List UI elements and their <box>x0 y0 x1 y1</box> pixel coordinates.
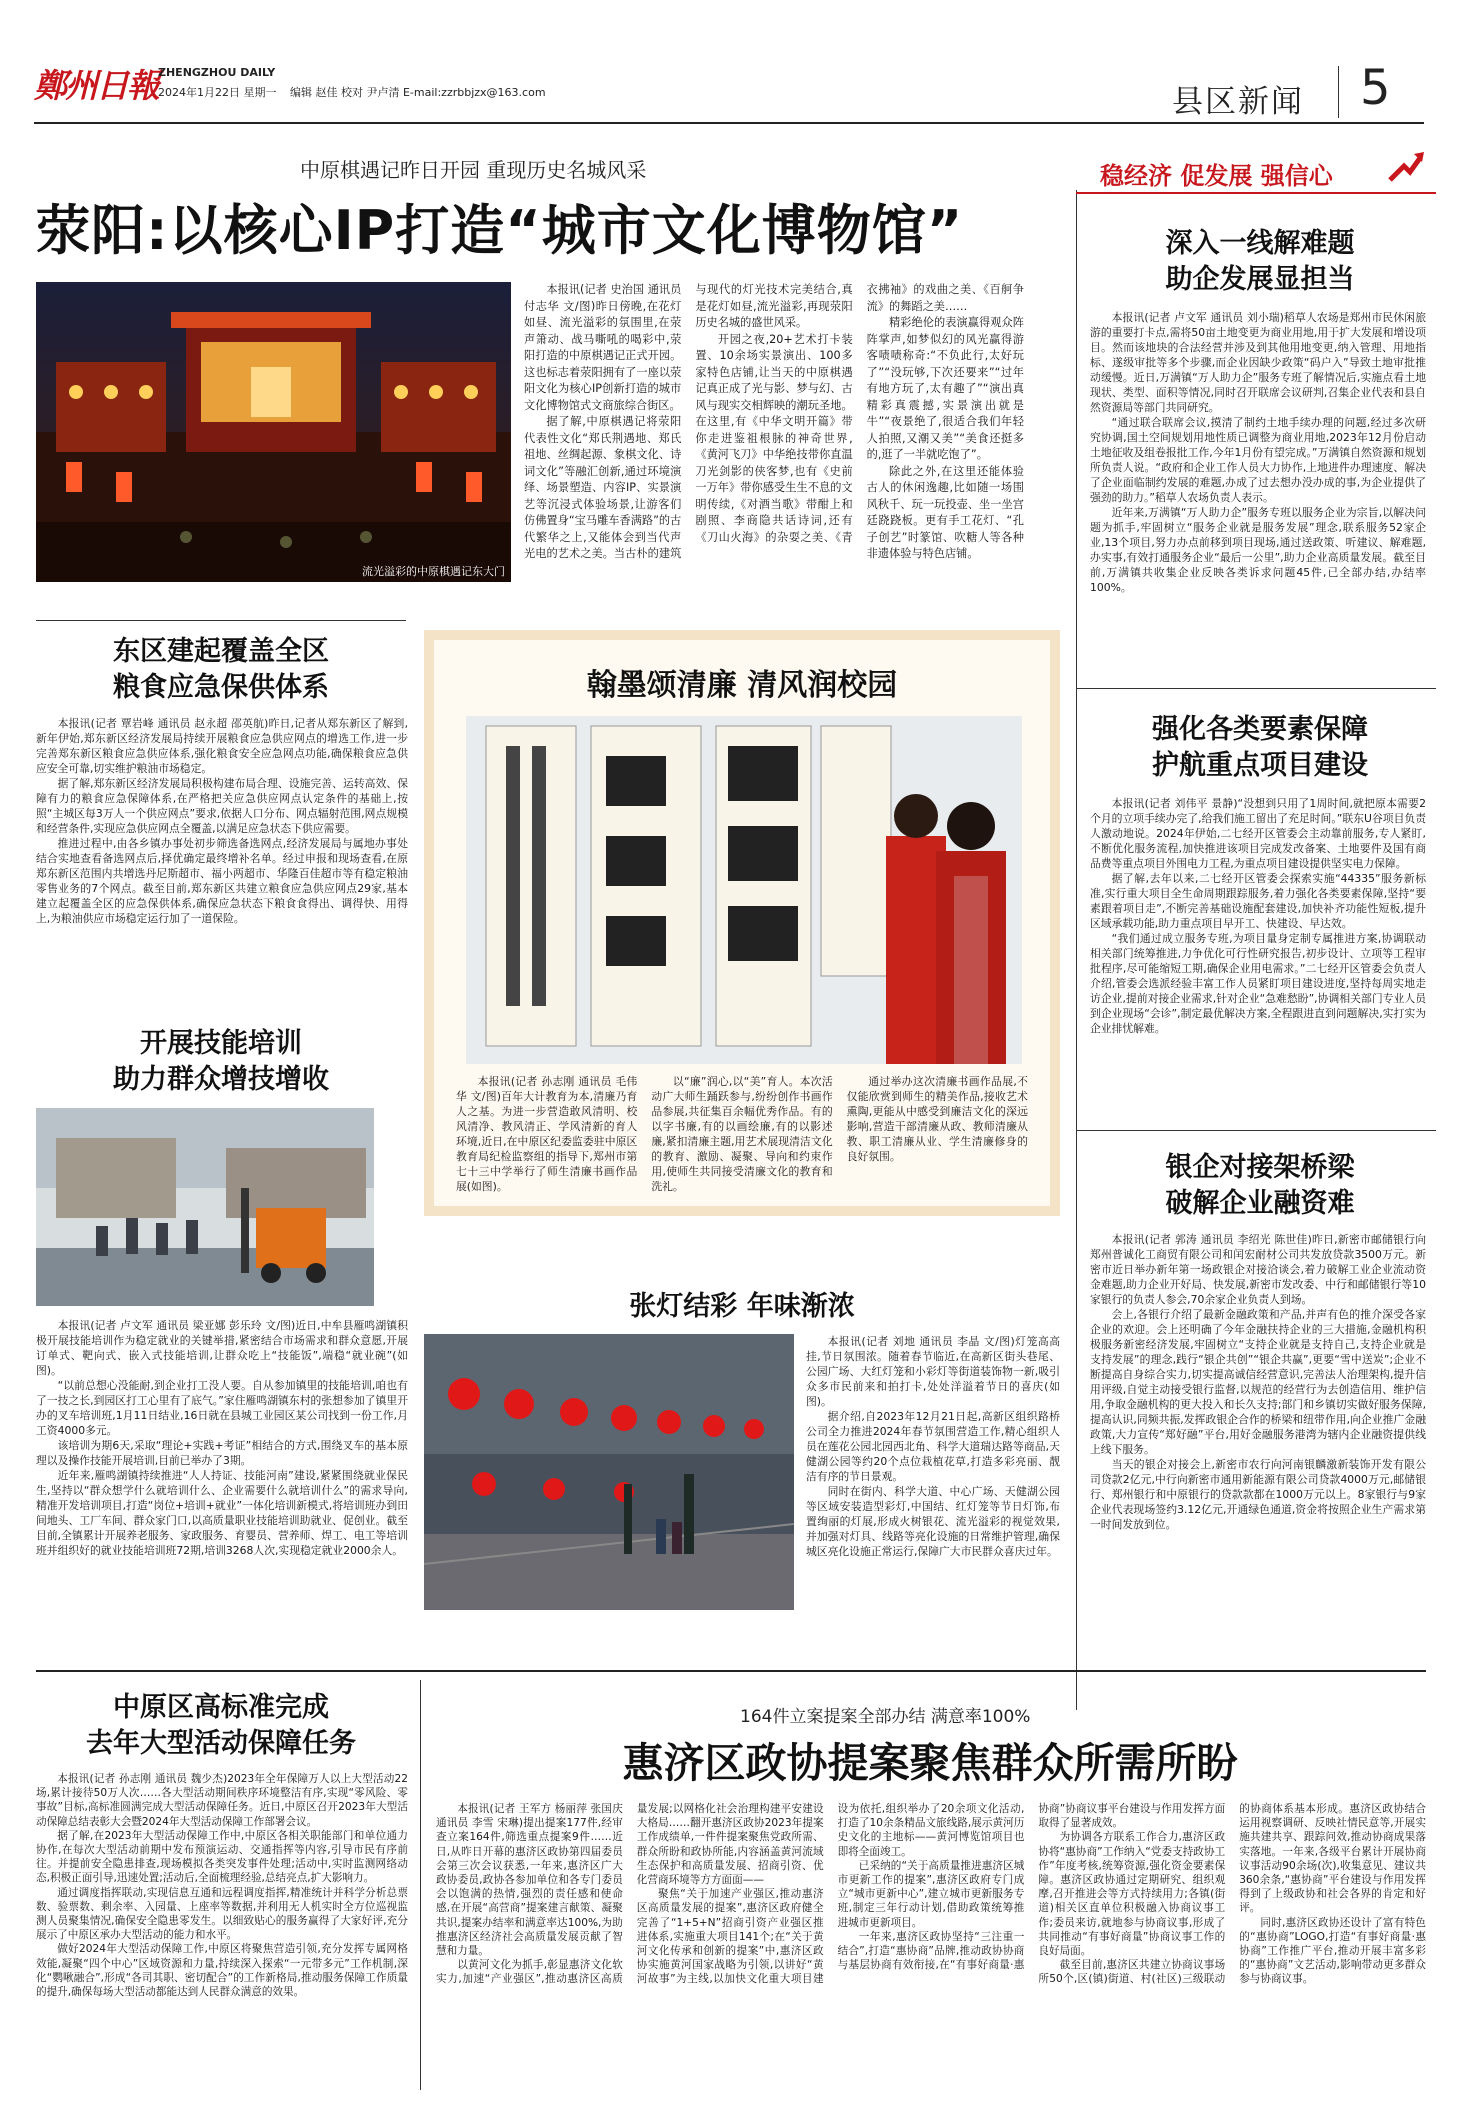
zhongyuan-para: 据了解,在2023年大型活动保障工作中,中原区各相关职能部门和单位通力协作,在每次大型活动前期中发布预演运动、交通指挥等内容,引导市民有序前往。并提前安全隐患排查,现场模拟各类突发事件处理;活动中,实时监测网络动态,积极正面引导,迅速处置;活动后,全面梳理经验,总结亮点,扩大影响力。 <box>36 1829 408 1885</box>
skill-title <box>36 1026 406 1098</box>
street-lanterns-photo <box>424 1334 794 1610</box>
lantern-para: 本报讯(记者 刘地 通讯员 李晶 文/图)灯笼高高挂,节日氛围浓。随着春节临近,在高新区街头巷尾、公园广场、大红灯笼和小彩灯等街道装饰物一新,吸引众多市民前来和拍打卡,处处洋溢着节日的喜庆(如图)。 <box>806 1335 1060 1408</box>
right2-title-line: 护航重点项目建设 <box>1152 750 1368 781</box>
right2-title-line: 强化各类要素保障 <box>1152 714 1368 745</box>
skill-body <box>36 1318 408 1558</box>
dongqu-body <box>36 716 408 926</box>
lead-para: 本报讯(记者 史治国 通讯员 付志华 文/图)昨日傍晚,在花灯如昼、流光溢彩的氛围里,在荥声箫动、战马嘶吼的喝彩中,荥阳打造的中原棋遇记正式开园。这也标志着荥阳拥有了一座以荥阳文化为核心IP创新打造的城市文化博物馆式文商旅综合街区。 <box>524 283 682 412</box>
skill-para: “以前总想心没能耐,到企业打工没人要。自从参加镇里的技能培训,咱也有了一技之长,到园区打工心里有了底气。”家住雁鸣湖镇东村的张想参加了镇里开办的叉车培训班,1月11日结业,16日就在县城工业园区某公司找到一份工作,月工资4000多元。 <box>36 1379 408 1437</box>
masthead-en: ZHENGZHOU DAILY <box>158 66 276 79</box>
dongqu-title-line: 粮食应急保供体系 <box>113 672 329 703</box>
skill-para: 本报讯(记者 卢文军 通讯员 梁亚娜 彭乐玲 文/图)近日,中牟县雁鸣湖镇积极开展技能培训作为稳定就业的关键举措,紧密结合市场需求和群众意愿,开展订单式、靶向式、嵌入式技能培训,让群众吃上“技能饭”,端稳“就业碗”(如图)。 <box>36 1319 408 1377</box>
masthead-logo: 鄭州日報 <box>34 66 158 105</box>
forklift-training-photo <box>36 1108 374 1306</box>
huiji-title: 惠济区政协提案聚焦群众所需所盼 <box>622 1739 1238 1787</box>
lantern-para: 据介绍,自2023年12月21日起,高新区组织路桥公司全力推进2024年春节氛围营造工作,精心组织人员在莲花公园北园西北角、科学大道瑞达路等商品,天健湖公园等约20个点位栽植花草,打造多彩亮丽、靓洁有序的节日景观。 <box>806 1410 1060 1483</box>
skill-para: 近年来,雁鸣湖镇持续推进“人人持证、技能河南”建设,紧紧围绕就业保民生,坚持以“群众想学什么就培训什么、企业需要什么就培训什么”的需求导向,精准开发培训项目,打造“岗位+培训+就业”一体化培训新模式,将培训班办到田间地头、工厂车间、群众家门口,以高质量职业技能培训助就业、促创业。截至目前,全镇累计开展养老服务、家政服务、育婴员、营养师、焊工、电工等培训班并组织好的就业技能培训班72期,培训3268人次,实现稳定就业2000余人。 <box>36 1469 408 1557</box>
right2-para: “我们通过成立服务专班,为项目量身定制专属推进方案,协调联动相关部门统筹推进,力争优化可行性研究报告,初步设计、立项等工程审批程序,尽可能缩短工期,确保企业用电需求。”二七经开区管委会负责人介绍,管委会选派经验丰富工作人员紧盯项目建设进度,坚持每周实地走访企业,提前对接企业需求,针对企业“急难愁盼”,协调相关部门专业人员到企业现场“会诊”,制定最优解决方案,全程跟进直到问题解决,实打实为企业排忧解难。 <box>1090 932 1426 1035</box>
huiji-kicker: 164件立案提案全部办结 满意率100% <box>740 1707 1031 1727</box>
right-banner: 稳经济 促发展 强信心 <box>1100 162 1333 190</box>
zhongyuan-title <box>36 1690 406 1762</box>
huiji-para: 截至目前,惠济区共建立协商议事场所50个,区(镇)街道、村(社区)三级联动的协商体系基本形成。惠济区政协结合运用视察调研、反映社情民意等,开展实施共建共享、跟踪问效,推动协商成果落实落地。一年来,各级平台累计开展协商议事活动90余场(次),收集意见、建议共360余条,“惠协商”平台建设与作用发挥得到了上级政协和社会各界的肯定和好评。 <box>1038 1803 1426 1986</box>
skill-title-line: 开展技能培训 <box>140 1028 302 1059</box>
calligraphy-photo <box>466 716 1022 1064</box>
right1-body <box>1090 310 1426 595</box>
rising-arrow-icon <box>1386 146 1426 186</box>
lead-photo <box>36 282 511 582</box>
masthead-rule <box>34 122 1424 124</box>
masthead-date: 2024年1月22日 星期一 <box>158 86 277 99</box>
page-number: 5 <box>1360 60 1391 116</box>
section-divider <box>1338 66 1339 118</box>
calligraphy-body <box>456 1074 1028 1194</box>
huiji-para: 聚焦“关于加速产业强区,推动惠济区高质量发展的提案”,惠济区政府健全完善了“1+5+N”招商引资产业强区推进体系,实施重大项目141个;在“关于黄河文化传承和创新的提案”中,惠济区政协实施黄河国家战略为引领,以讲好“黄河故事”为主线,以加快文化重大项目建设为依托,组织举办了20余项文化活动,打造了10余条精品文旅线路,展示黄河历史文化的主地标——黄河博览馆项目也即将全面竣工。 <box>636 1803 1025 1986</box>
lantern-festival-photo <box>36 282 511 582</box>
lantern-title: 张灯结彩 年味渐浓 <box>629 1291 855 1322</box>
dongqu-para: 本报讯(记者 覃岩峰 通讯员 赵永超 邵英航)昨日,记者从郑东新区了解到,新年伊始,郑东新区经济发展局持续开展粮食应急供应网点的增选工作,进一步完善郑东新区粮食应急供应体系,强化粮食安全应急网点功能,确保粮食应急供应安全可靠,切实维护粮油市场稳定。 <box>36 717 408 775</box>
right2-title <box>1090 712 1430 784</box>
right2-para: 本报讯(记者 刘伟平 景静)“没想到只用了1周时间,就把原本需要2个月的立项手续办完了,给我们施工留出了充足时间。”联东U谷项目负责人激动地说。2024年伊始,二七经开区管委会主动靠前服务,专人紧盯,不断优化服务流程,加快推进该项目完成发改备案、土地要件及国有商品费等重点项目外围电力工程,为重点项目建设提供坚实电力保障。 <box>1090 797 1426 870</box>
right3-para: 会上,各银行介绍了最新金融政策和产品,并声有色的推介深受各家企业的欢迎。会上还明确了今年金融扶持企业的三大措施,金融机构积极服务新密经济发展,牢固树立“支持企业就是支持自己,支持企业就是支持发展”的理念,践行“银企共创”“银企共赢”,更要“雪中送炭”;企业不断提高自身综合实力,切实提高诚信经营意识,完善法人治理架构,提升信用评级,自觉主动接受银行监督,以规范的经营行为去创造信用、维护信用,争取金融机构的更大投入和长久支持;部门和乡镇切实做好服务保障,提高认识,同频共振,发挥政银企合作的桥梁和纽带作用,向企业推广金融政策,大力宣传“郑好融”平台,用好金融服务港湾为辖内企业融资提供线上线下服务。 <box>1090 1308 1426 1456</box>
dongqu-para: 推进过程中,由各乡镇办事处初步筛选备选网点,经济发展局与属地办事处结合实地查看备选网点后,择优确定最终增补名单。经过申报和现场查看,在原郑东新区范围内共增选丹尼斯超市、福小两超市、华隆百佳超市等有稳定粮油零售业务的7个网点。截至目前,郑东新区共建立粮食应急供应网点29家,基本建立起覆盖全区的应急保供体系,确保应急状态下粮食食得出、调得快、用得上,为粮油供应市场稳定运行加了一道保险。 <box>36 837 408 925</box>
zhongyuan-para: 通过调度指挥联动,实现信息互通和远程调度指挥,精准统计并科学分析总票数、验票数、剩余率、入园量、上座率等数据,并利用无人机实时全方位巡视监测人员聚集情况,确保安全隐患零发生。以细致贴心的服务赢得了大家好评,充分展示了中原区承办大型活动的能力和水平。 <box>36 1886 408 1942</box>
right-rule <box>1076 1130 1436 1131</box>
right3-title <box>1090 1150 1430 1222</box>
lead-para: 开园之夜,20+艺术打卡装置、10余场实景演出、100多家特色店铺,让当天的中原棋遇记真正成了光与影、梦与幻、古风与现实交相辉映的潮玩圣地。在这里,有《中华文明开篇》带你走进鉴祖根脉的神奇世界,《黄河飞刀》中华绝技带你直温刀光剑影的侠客梦,也有《史前一万年》带你感受生生不息的文明传续,《对酒当歌》带酣上和剧照、李商隐共话诗词,还有《刀山火海》的杂耍之美、《青衣拂袖》的戏曲之美、《百舸争流》的舞蹈之美…… <box>695 283 1024 544</box>
section-rule <box>36 1670 1426 1672</box>
calligraphy-exhibition-photo <box>466 716 1022 1064</box>
huiji-para: 为协调各方联系工作合力,惠济区政协将“惠协商”工作纳入“党委支持政协工作”年度考核,统筹资源,强化资金要素保障。惠济区政协通过定期研究、组织观摩,召开推进会等方式持续用力;各镇(街道)相关区直单位积极融入协商议事工作;委员来访,就地参与协商议事,形成了共同推动“有事好商量”协商议事工作的良好局面。 <box>1038 1831 1226 1958</box>
zhongyuan-para: 做好2024年大型活动保障工作,中原区将聚焦营造引领,充分发挥专属网格效能,凝聚“四个中心”区域资源和力量,持续深入探索“一元带多元”工作机制,深化“鹦啾融合”,形成“各司其职、密切配合”的工作新格局,推动服务保障工作质量的提升,确保每场大型活动都能达到人民群众满意的效果。 <box>36 1943 408 1999</box>
right3-para: 当天的银企对接会上,新密市农行向河南银麟激新装饰开发有限公司贷款2亿元,中行向新密市通用新能源有限公司贷款4000万元,邮储银行、郑州银行和中原银行的贷款款都在1000万元以上。8家银行与9家企业代表现场签约3.12亿元,开通绿色通道,资金将按照企业生产需求第一时间发放到位。 <box>1090 1458 1426 1531</box>
calligraphy-para: 本报讯(记者 孙志刚 通讯员 毛伟华 文/图)百年大计教育为本,清廉乃育人之基。为进一步营造敢风清明、校风清净、教风清正、学风清新的育人环境,近日,在中原区纪委监委驻中原区教育局纪检监察组的指导下,郑州市第七十三中学举行了师生清廉书画作品展(如图)。 <box>456 1075 638 1193</box>
calligraphy-para: 通过举办这次清廉书画作品展,不仅能欣赏到师生的精美作品,接收艺术熏陶,更能从中感受到廉洁文化的深远影响,营造干部清廉从政、教师清廉从教、职工清廉从业、学生清廉修身的良好氛围。 <box>846 1075 1028 1163</box>
skill-photo <box>36 1108 374 1306</box>
right1-title-line: 深入一线解难题 <box>1165 228 1355 259</box>
calligraphy-title: 翰墨颂清廉 清风润校园 <box>586 668 898 703</box>
right1-title <box>1090 226 1430 298</box>
skill-title-line: 助力群众增技增收 <box>113 1064 329 1095</box>
right-rule <box>1076 688 1436 689</box>
right3-title-line: 破解企业融资难 <box>1165 1188 1355 1219</box>
masthead <box>0 0 1457 120</box>
lead-title: 荥阳:以核心IP打造“城市文化博物馆” <box>36 199 964 262</box>
huiji-para: 以黄河文化为抓手,彰显惠济文化软实力,加速“产业强区”,推动惠济区高质量发展;以网格化社会治理构建平安建设大格局……翻开惠济区政协2023年提案工作成绩单,一件件提案聚焦党政所需、群众所盼和政协所能,内容涵盖黄河流域生态保护和高质量发展、招商引资、优化营商环境等方方面面—— <box>436 1803 824 1986</box>
zhongyuan-body <box>36 1772 408 1999</box>
lead-para: 据了解,中原棋遇记将荥阳代表性文化“郑氏荆遇地、郑氏祖地、丝绸起源、象棋文化、诗词文化”等融汇创新,通过环境演绎、场景塑造、内容IP、实景演艺等沉浸式体验场景,让游客们仿佛置身“宝马雕车香满路”的古代繁华之上,又能体会到当代声光电的艺术之美。当古朴的建筑与现代的灯光技术完美结合,真是花灯如昼,流光溢彩,再现荥阳历史名城的盛世风采。 <box>524 283 853 560</box>
calligraphy-box <box>424 630 1060 1216</box>
lantern-photo <box>424 1334 794 1610</box>
lantern-body <box>806 1334 1060 1559</box>
lead-body <box>524 282 1024 592</box>
right3-para: 本报讯(记者 郭涛 通讯员 李绍光 陈世佳)昨日,新密市邮储银行向郑州普诚化工商贸有限公司和闰宏耐材公司共发放贷款3500万元。新密市近日举办新年第一场政银企对接洽谈会,着力破解工业企业流动资金难题,助力企业开好局、快发展,新密市发改委、中行和邮储银行等10家银行的负责人参会,70余家企业负责人到场。 <box>1090 1233 1426 1306</box>
right1-para: “通过联合联席会议,摸清了制约土地手续办理的问题,经过多次研究协调,国土空间规划用地性质已调整为商业用地,2023年12月份启动土地征收及组卷报批工作,今年1月份有望完成。”万满镇自然资源和规划所负责人说。“政府和企业工作人员大力协作,上地进件办理速度、解决了企业面临制约发展的难题,办成了过去想办没办成的事,为企业提供了强劲的助力。”稻草人农场负责人表示。 <box>1090 416 1426 504</box>
right2-body <box>1090 796 1426 1036</box>
right1-title-line: 助企发展显担当 <box>1165 264 1355 295</box>
left-rule <box>36 620 406 621</box>
lead-photo-caption: 流光溢彩的中原棋遇记东大门 <box>362 565 505 578</box>
lead-kicker: 中原棋遇记昨日开园 重现历史名城风采 <box>300 158 647 182</box>
dongqu-title <box>36 634 406 706</box>
right3-title-line: 银企对接架桥梁 <box>1165 1152 1355 1183</box>
section-name: 县区新闻 <box>1172 84 1304 120</box>
huiji-body <box>436 1802 1426 2092</box>
huiji-para: 本报讯(记者 王军方 杨丽萍 张国庆 通讯员 李雪 宋琳)提出提案177件,经审查立案164件,筛选重点提案9件……近日,从昨日开幕的惠济区政协第四届委员会第三次会议获悉,一年来,惠济区广大政协委员,政协各参加单位和各专门委员会以饱满的热情,强烈的责任感和使命感,在开展“高营商”提案建言献策、凝聚共识,提案办结率和满意率达100%,为助推惠济区经济社会高质量发展贡献了智慧和力量。 <box>436 1803 623 1958</box>
banner-rule <box>1076 192 1436 194</box>
column-rule <box>1076 190 1077 1710</box>
masthead-credits: 编辑 赵佳 校对 尹卢清 E-mail:zzrbbjzx@163.com <box>290 86 546 99</box>
zhongyuan-para: 本报讯(记者 孙志刚 通讯员 魏少杰)2023年全年保障万人以上大型活动22场,累计接待50万人次……各大型活动期间秩序环境整洁有序,实现“零风险、零事故”目标,高标准圆满完成大型活动保障任务。近日,中原区召开2023年大型活动保障总结表彰大会暨2024年大型活动保障工作部署会议。 <box>36 1773 408 1828</box>
right2-para: 据了解,去年以来,二七经开区管委会探索实施“44335”服务新标准,实行重大项目全生命周期跟踪服务,着力强化各类要素保障,坚持“要素跟着项目走”,不断完善基础设施配套建设,加快补齐功能性短板,提升区域承载功能,助力重点项目早开工、快建设、早达效。 <box>1090 872 1426 930</box>
right3-body <box>1090 1232 1426 1532</box>
right1-para: 本报讯(记者 卢文军 通讯员 刘小瑞)稻草人农场是郑州市民休闲旅游的重要打卡点,需将50亩土地变更为商业用地,用于扩大发展和增设项目。然而该地块的合法经营并涉及到其他用地变更,纳入管理、用地指标、遂级审批等多个步骤,而企业因缺少政策“码户入”导致土地审批推动缓慢。近日,万满镇“万人助力企”服务专班了解情况后,实施点看土地现状、类型、面积等情况,同时召开联席会议研判,召集企业代表和县自然资源局等部门共同研究。 <box>1090 311 1426 414</box>
calligraphy-para: 以“廉”润心,以“美”育人。本次活动广大师生踊跃参与,纷纷创作书画作品参展,共征集百余幅优秀作品。有的以字书廉,有的以画绘廉,有的以影述廉,紧扣清廉主题,用艺术展现清洁文化的教育、激励、凝聚、导向和约束作用,使师生共同接受清廉文化的教育和洗礼。 <box>651 1075 833 1193</box>
zhongyuan-title-line: 去年大型活动保障任务 <box>86 1728 356 1759</box>
right1-para: 近年来,万满镇“万人助力企”服务专班以服务企业为宗旨,以解决问题为抓手,牢固树立“服务企业就是服务发展”理念,联系服务52家企业,13个项目,努力办点前移到项目现场,通过送政策、听建议、解难题,办实事,有效打通服务企业“最后一公里”,助力企业高质量发展。截至目前,万满镇共收集企业反映各类诉求问题45件,已全部办结,办结率100%。 <box>1090 506 1426 594</box>
huiji-para: 一年来,惠济区政协坚持“三注重一结合”,打造“惠协商”品牌,推动政协协商与基层协商有效衔接,在“有事好商量·惠协商”协商议事平台建设与作用发挥方面取得了显著成效。 <box>837 1803 1226 1972</box>
zhongyuan-title-line: 中原区高标准完成 <box>113 1692 329 1723</box>
lantern-para: 同时在街内、科学大道、中心广场、天健湖公园等区域安装造型彩灯,中国结、红灯笼等节日灯饰,布置绚丽的灯展,形成火树银花、流光溢彩的视觉效果,并加强对灯具、线路等亮化设施的日常维护管理,确保城区亮化设施正常运行,保障广大市民群众喜庆过年。 <box>806 1485 1060 1558</box>
lead-para: 精彩绝伦的表演赢得观众阵阵掌声,如梦似幻的风光赢得游客啧啧称奇:“不负此行,太好玩了”“没玩够,下次还要来”“过年有地方玩了,太有趣了”“演出真精彩真震撼,实景演出就是牛”“夜景绝了,很适合我们年轻人拍照,又潮又美”“美食还挺多的,逛了一半就吃饱了”。 <box>866 316 1024 461</box>
lead-para: 除此之外,在这里还能体验古人的休闲逸趣,比如随一场围风秋千、玩一玩投壶、坐一坐宫廷跷跷板。更有手工花灯、“孔子创艺”时篆馆、吹糖人等各种非遗体验与特色店铺。 <box>866 464 1024 560</box>
column-rule <box>420 1680 421 2090</box>
dongqu-title-line: 东区建起覆盖全区 <box>113 636 329 667</box>
huiji-para: 同时,惠济区政协还设计了富有特色的“惠协商”LOGO,打造“有事好商量·惠协商”工作推广平台,推动开展丰富多彩的“惠协商”文艺活动,影响带动更多群众参与协商议事。 <box>1239 1916 1426 1986</box>
skill-para: 该培训为期6天,采取“理论+实践+考证”相结合的方式,围绕叉车的基本原理以及操作技能开展培训,目前已举办了3期。 <box>36 1439 408 1467</box>
dongqu-para: 据了解,郑东新区经济发展局积极构建布局合理、设施完善、运转高效、保障有力的粮食应急保障体系,在严格把关应急供应网点认定条件的基础上,按照“主城区每3万人一个供应网点”要求,依据人口分布、网点辐射范围,网点规模和经营条件,实现应急供应网点全覆盖,以满足应急状态下供应需要。 <box>36 777 408 835</box>
huiji-para: 已采纳的“关于高质量推进惠济区城市更新工作的提案”,惠济区政府专门成立“城市更新中心”,建立城市更新服务专班,制定三年行动计划,借助政策统筹推进城市更新项目。 <box>837 1859 1025 1929</box>
